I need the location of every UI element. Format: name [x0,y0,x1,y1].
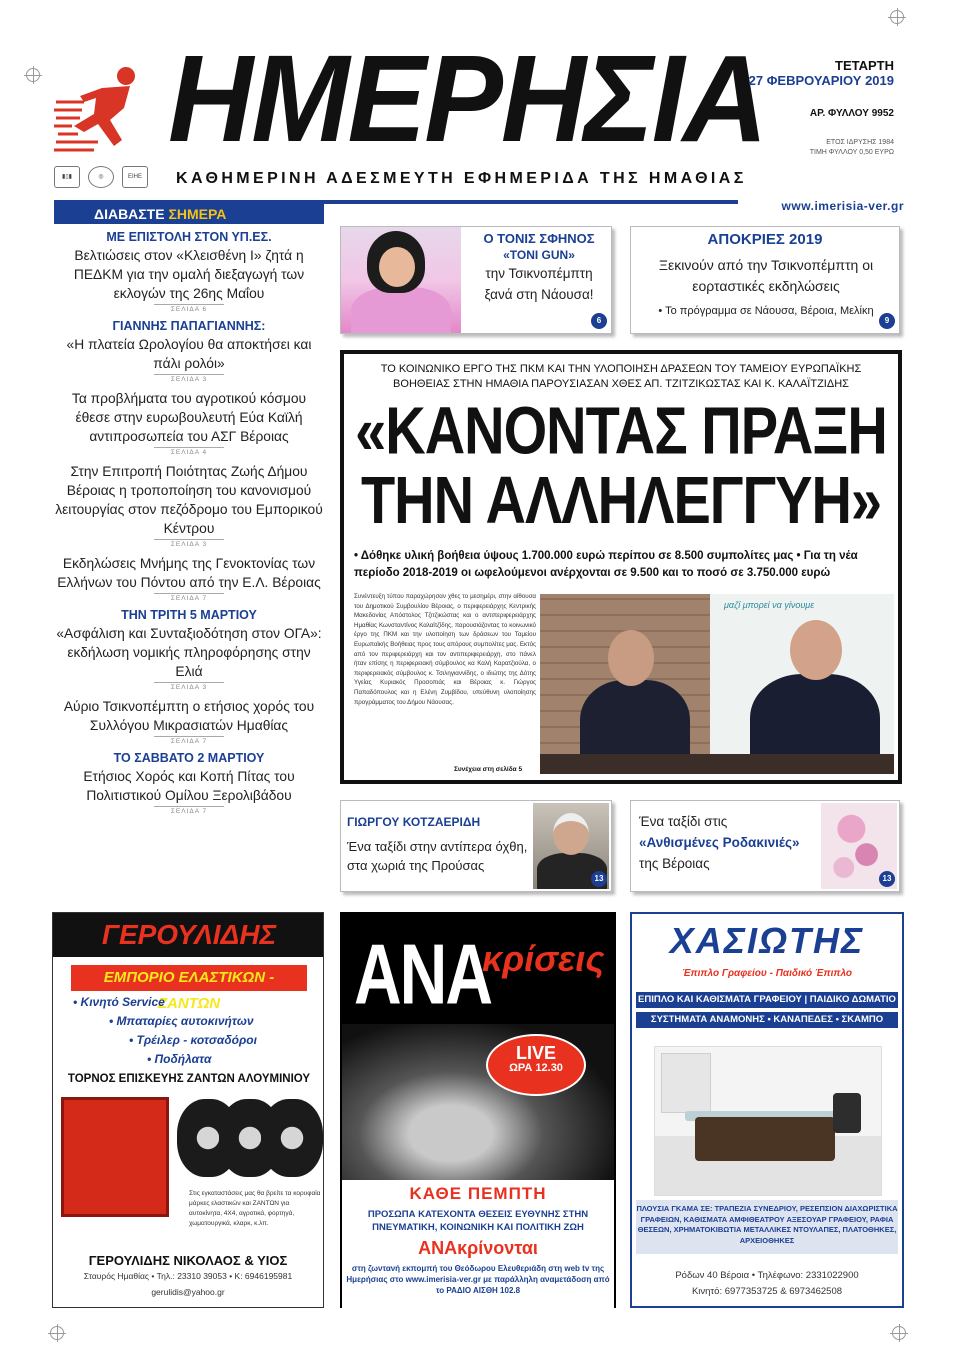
sidebar-item-page: ΣΕΛΙΔΑ 7 [54,806,324,815]
sidebar-item[interactable] [54,319,324,383]
teaser-toni[interactable] [340,226,612,334]
live-time: ΩΡΑ 12.30 [509,1062,563,1074]
sidebar-item-page: ΣΕΛΙΔΑ 3 [54,539,324,548]
gerou-contact: Σταυρός Ημαθίας • Τηλ.: 23310 39053 • Κ: 6946195981 [83,1271,293,1281]
ana-logo: ΑΝΑ [354,925,491,1022]
ana-info: στη ζωντανή εκπομπή του Θεόδωρου Ελευθεριάδη στη web tv της Ημερήσιας στο www.imerisia-ver.gr με παράλληλη αναμετάδοση από το ΡΑΔΙΟ ΑΙΣΘΗ 102.8 [346,1264,610,1295]
chasiotis-address: Ρόδων 40 Βέροια • Τηλέφωνο: 2331022900 [675,1270,859,1281]
lead-continued[interactable]: Συνέχεια στη σελίδα 5 [454,766,523,773]
ana-persons: ΠΡΟΣΩΠΑ ΚΑΤΕΧΟΝΤΑ ΘΕΣΕΙΣ ΕΥΘΥΝΗΣ ΣΤΗΝ ΠΝΕΥΜΑΤΙΚΗ, ΚΟΙΝΩΝΙΚΗ ΚΑΙ ΠΟΛΙΤΙΚΗ ΖΩΗ [367,1209,589,1233]
gerou-service: • Ποδήλατα [147,1052,212,1066]
teaser-rodakinies[interactable] [630,800,900,892]
issue-number: ΑΡ. ΦΥΛΛΟΥ 9952 [809,108,894,119]
chasiotis-tag: Έπιπλο Γραφείου - Παιδικό Έπιπλο [681,968,852,979]
headline-line1: «ΚΑΝΟΝΤΑΣ ΠΡΑΞΗ [355,392,887,468]
ana-anakrinontai: ΑΝΑκρίνονται [418,1238,538,1258]
sidebar-item-body: «Ασφάλιση και Συνταξιοδότηση στον ΟΓΑ»: εκδήλωση νομικής πληροφόρησης στην Ελιά [56,626,322,679]
barcode-icon: ▮▯▮ [54,166,80,188]
gerou-owner: ΓΕΡΟΥΛΙΔΗΣ ΝΙΚΟΛΑΟΣ & ΥΙΟΣ [88,1253,288,1268]
chasiotis-bar: ΣΥΣΤΗΜΑΤΑ ΑΝΑΜΟΝΗΣ • ΚΑΝΑΠΕΔΕΣ • ΣΚΑΜΠΟ [636,1012,898,1028]
sidebar-item-body: Ετήσιος Χορός και Κοπή Πίτας του Πολιτιστικού Ομίλου Ξερολιβάδου [83,769,295,803]
sidebar-item[interactable] [54,389,324,456]
weekday: ΤΕΤΑΡΤΗ [835,58,894,73]
association-badge: ΕΙΗΕ [122,166,148,188]
sidebar-item[interactable] [54,697,324,745]
sidebar-item-head: ΤΟ ΣΑΒΒΑΤΟ 2 ΜΑΡΤΙΟΥ [113,751,265,765]
gerou-name: ΓΕΡΟΥΛΙΔΗΣ [101,919,277,950]
registration-mark [50,1326,64,1340]
today-label: ΣΗΜΕΡΑ [168,206,227,222]
tyre-icon [261,1099,323,1177]
gerou-service: • Μπαταρίες αυτοκινήτων [109,1014,254,1028]
toni-text1: την Τσικνοπέμπτη [485,266,593,281]
sidebar-item-body: Βελτιώσεις στον «Κλεισθένη Ι» ζητά η ΠΕΔΚΜ για την ομαλή διεξαγωγή των εκλογών της 26ης Μαΐου [73,248,305,301]
chasiotis-bar: ΕΠΙΠΛΟ ΚΑΙ ΚΑΘΙΣΜΑΤΑ ΓΡΑΦΕΙΟΥ | ΠΑΙΔΙΚΟ ΔΩΜΑΤΙΟ [636,992,898,1008]
rodak-line1: Ένα ταξίδι στις [639,814,728,829]
apokries-text: Ξεκινούν από την Τσικνοπέμπτη οι εορταστικές εκδηλώσεις [658,257,874,294]
sidebar-item-head: ΓΙΑΝΝΗΣ ΠΑΠΑΓΙΑΝΝΗΣ: [112,319,266,333]
gerou-service: • Τρέιλερ - κοτσαδόροι [129,1033,257,1047]
badges [54,166,148,188]
registration-mark [26,68,40,82]
poster-text: μαζί μπορεί να γίνουμε [724,600,815,610]
sidebar-item-page: ΣΕΛΙΔΑ 7 [54,593,324,602]
chasiotis-list: ΠΛΟΥΣΙΑ ΓΚΑΜΑ ΣΕ: ΤΡΑΠΕΖΙΑ ΣΥΝΕΔΡΙΟΥ, ΡΕΣΕΠΣΙΟΝ ΔΙΑΧΩΡΙΣΤΙΚΑ ΓΡΑΦΕΙΩΝ, ΚΑΘΙΣΜΑΤΑ ΑΜΦΙΘΕΑΤΡΟΥ ΑΞΕΣΟΥΑΡ ΓΡΑΦΕΙΟΥ, ΡΑΦΙΑ ΘΕΣΕΩΝ, ΧΡΗΜΑΤΟΚΙΒΩΤΙΑ ΜΕΤΑΛΛΙΚΕΣ ΝΤΟΥΛΑΠΕΣ, ΠΛΑΤΟΘΗΚΕΣ, ΑΡΧΕΙΟΘΗΚΕΣ [636,1200,898,1254]
sidebar-item-page: ΣΕΛΙΔΑ 7 [54,736,324,745]
sidebar-item-head: ΜΕ ΕΠΙΣΤΟΛΗ ΣΤΟΝ ΥΠ.ΕΣ. [106,230,272,244]
tyre-machine-image [61,1097,169,1217]
toni-text2: ξανά στη Νάουσα! [484,287,594,302]
sidebar-item-body: «Η πλατεία Ωρολογίου θα αποκτήσει και πάλι ρολόι» [66,337,312,371]
sidebar-item[interactable] [54,608,324,691]
kriseis-logo: κρίσεις [482,938,605,979]
lead-photo [540,594,894,774]
page-badge: 13 [591,871,607,887]
seal-icon: ◎ [88,166,114,188]
page-badge: 13 [879,871,895,887]
rodak-line2: «Ανθισμένες Ροδακινιές» [639,835,800,850]
sidebar-item[interactable] [54,230,324,313]
sidebar-item-body: Στην Επιτροπή Ποιότητας Ζωής Δήμου Βέροιας η τροποποίηση του κανονισμού λειτουργίας στον πεζόδρομο του Εμπορικού Κέντρου [55,464,323,536]
tagline: ΚΑΘΗΜΕΡΙΝΗ ΑΔΕΣΜΕΥΤΗ ΕΦΗΜΕΡΙΔΑ ΤΗΣ ΗΜΑΘΙΑΣ [176,170,747,187]
apokries-title: ΑΠΟΚΡΙΕΣ 2019 [707,231,823,248]
office-photo [654,1046,882,1196]
kotz-title: ΓΙΩΡΓΟΥ ΚΟΤΖΑΕΡΙΔΗ [347,815,481,829]
sidebar-item-head: ΤΗΝ ΤΡΙΤΗ 5 ΜΑΡΤΙΟΥ [121,608,257,622]
runner-logo-icon [54,62,154,162]
gerou-service: • Κινητό Service [73,995,165,1009]
ad-chasiotis[interactable] [630,912,904,1308]
ana-day: ΚΑΘΕ ΠΕΜΠΤΗ [409,1184,547,1203]
sidebar-list [54,230,324,821]
registration-mark [890,10,904,24]
read-today-header [54,204,324,224]
gerou-fine-print: Στις εγκαταστάσεις μας θα βρείτε τα κορυφαία μάρκες ελαστικών και ΖΑΝΤΩΝ για αυτοκίνητα, 4Χ4, αγροτικά, φορτηγά, χωματουργικά, κλαρκ, κ.λπ. [189,1190,321,1227]
sidebar-item[interactable] [54,462,324,548]
founded-year: ΕΤΟΣ ΙΔΡΥΣΗΣ 1984 [826,139,894,146]
sidebar-item-body: Τα προβλήματα του αγροτικού κόσμου έθεσε στην ευρωβουλευτή Εύα Καϊλή αντιπροσωπεία του ΑΣΓ Βέροιας [71,391,307,444]
ad-anakriseis[interactable] [340,912,616,1308]
registration-mark [892,1326,906,1340]
gerou-tornos: ΤΟΡΝΟΣ ΕΠΙΣΚΕΥΗΣ ΖΑΝΤΩΝ ΑΛΟΥΜΙΝΙΟΥ [67,1073,311,1085]
chasiotis-mobile: Κινητό: 6977353725 & 6973462508 [691,1286,843,1297]
masthead-title: ΗΜΕΡΗΣΙΑ [168,29,766,169]
lead-headline [350,392,892,538]
toni-photo [341,227,461,333]
rodak-line3: της Βέροιας [639,856,710,871]
live-label: LIVE [515,1043,556,1063]
read-today-label: ΔΙΑΒΑΣΤΕ [94,206,165,222]
lead-subheads: • Δόθηκε υλική βοήθεια ύψους 1.700.000 ευρώ περίπου σε 8.500 συμπολίτες μας • Για τη νέα περίοδο 2018-2019 οι ωφελούμενοι ανέρχονται σε 9.500 και το ποσό σε 3.750.000 ευρώ [354,550,858,579]
teaser-apokries[interactable] [630,226,900,334]
toni-title: Ο ΤΟΝΙΣ ΣΦΗΝΟΣ [483,231,595,246]
live-badge [488,1036,584,1094]
teaser-kotzaeridis[interactable] [340,800,612,892]
sidebar-item-page: ΣΕΛΙΔΑ 6 [54,304,324,313]
meta-info [810,138,894,158]
gerou-email[interactable]: gerulidis@yahoo.gr [151,1287,225,1297]
lead-story[interactable] [340,350,902,784]
sidebar-item-page: ΣΕΛΙΔΑ 3 [54,682,324,691]
sidebar-item[interactable] [54,554,324,602]
website-link[interactable]: www.imerisia-ver.gr [781,199,904,213]
page-badge: 9 [879,313,895,329]
sidebar-item-body: Εκδηλώσεις Μνήμης της Γενοκτονίας των Ελλήνων του Πόντου από την Ε.Λ. Βέροιας [57,556,321,590]
rodak-text [639,811,829,874]
price: ΤΙΜΗ ΦΥΛΛΟΥ 0,50 ΕΥΡΩ [809,148,894,156]
sidebar-item-page: ΣΕΛΙΔΑ 3 [54,374,324,383]
page-badge: 6 [591,313,607,329]
chasiotis-logo: ΧΑΣΙΩΤΗΣ [669,920,865,961]
lead-body: Συνέντευξη τύπου παραχώρησαν χθες το μεσημέρι, στην αίθουσα του Δημοτικού Συμβουλίου Βέροιας, ο περιφερειάρχης Κεντρικής Μακεδονίας Απόστολος Τζιτζικώστας και ο αντιπεριφερειάρχης Ημαθίας Κωνσταντίνος Καλαϊτζίδης, παρουσιάζοντας το κοινωνικό έργο της ΠΚΜ και την υλοποίηση των δράσεων του Ταμείου Ευρωπαϊκής Βοήθειας προς τους απόρους συμπολίτες μας. Εκτός από τον περιφερειάρχη και τον αντιπεριφερειάρχη, στο πάνελ ήταν επίσης η περιφερειακή σύμβουλος κα Καλή Καρατζιούλα, ο περιφερειακός σύμβουλος κ. Τσιληγιαννίδης, ο ιδιώτης της Δότης Υγείας Κυριακός Προσοπιάς και Βέροιας κ. Γιώργος Παπαδόπουλος και η Ελένη Ζυμβίδου, υπεύθυνη υλοποίησης προγράμματος του Δήμου Νάουσας. [354,593,536,706]
date-block [749,58,894,88]
sidebar-item-page: ΣΕΛΙΔΑ 4 [54,447,324,456]
headline-line2: ΤΗΝ ΑΛΛΗΛΕΓΓΥΗ» [360,462,882,538]
gerou-subtitle: ΕΜΠΟΡΙΟ ΕΛΑΣΤΙΚΩΝ - ΖΑΝΤΩΝ [71,965,307,991]
lead-kicker: ΤΟ ΚΟΙΝΩΝΙΚΟ ΕΡΓΟ ΤΗΣ ΠΚΜ ΚΑΙ ΤΗΝ ΥΛΟΠΟΙΗΣΗ ΔΡΑΣΕΩΝ ΤΟΥ ΤΑΜΕΙΟΥ ΕΥΡΩΠΑΪΚΗΣ ΒΟΗΘΕΙΑΣ ΣΤΗΝ ΗΜΑΘΙΑ ΠΑΡΟΥΣΙΑΣΑΝ ΧΘΕΣ ΑΠ. ΤΖΙΤΖΙΚΩΣΤΑΣ ΚΑΙ Κ. ΚΑΛΑΪΤΖΙΔΗΣ [380,363,862,390]
kotz-text: Ένα ταξίδι στην αντίπερα όχθη, στα χωριά της Προύσας [347,839,528,873]
toni-stage-name: «TONI GUN» [503,248,575,262]
apokries-bullet: • Το πρόγραμμα σε Νάουσα, Βέροια, Μελίκη [658,305,874,317]
sidebar-item-body: Αύριο Τσικνοπέμπτη ο ετήσιος χορός του Συλλόγου Μικρασιατών Ημαθίας [63,699,315,733]
sidebar-item[interactable] [54,751,324,815]
issue-date: 27 ΦΕΒΡΟΥΑΡΙΟΥ 2019 [748,73,894,88]
ad-geroulidis[interactable] [52,912,324,1308]
